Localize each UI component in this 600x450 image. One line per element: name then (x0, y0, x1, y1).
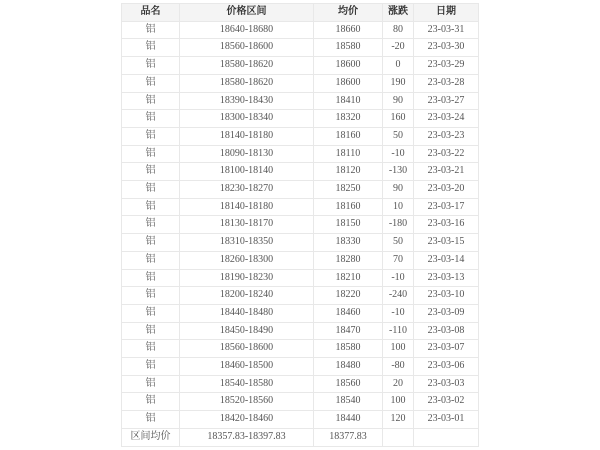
price-range-cell: 18580-18620 (180, 57, 314, 75)
date-cell: 23-03-27 (414, 92, 479, 110)
table-row (122, 251, 479, 269)
price-range-cell: 18140-18180 (180, 127, 314, 145)
price-range-cell: 18420-18460 (180, 411, 314, 429)
product-cell: 铝 (122, 39, 180, 57)
change-cell: 50 (383, 234, 414, 252)
table-row (122, 411, 479, 429)
avg-price-cell: 18600 (314, 57, 383, 75)
price-range-cell: 18560-18600 (180, 39, 314, 57)
product-cell: 铝 (122, 358, 180, 376)
table-row (122, 269, 479, 287)
date-cell: 23-03-06 (414, 358, 479, 376)
avg-price-cell: 18480 (314, 358, 383, 376)
product-cell: 铝 (122, 181, 180, 199)
price-range-cell: 18310-18350 (180, 234, 314, 252)
footer-label: 区间均价 (122, 428, 180, 446)
product-cell: 铝 (122, 287, 180, 305)
table-row (122, 74, 479, 92)
product-cell: 铝 (122, 251, 180, 269)
table-row (122, 163, 479, 181)
product-cell: 铝 (122, 21, 180, 39)
date-cell: 23-03-23 (414, 127, 479, 145)
avg-price-cell: 18580 (314, 340, 383, 358)
change-cell: 190 (383, 74, 414, 92)
product-cell: 铝 (122, 234, 180, 252)
date-cell: 23-03-30 (414, 39, 479, 57)
avg-price-cell: 18410 (314, 92, 383, 110)
avg-price-cell: 18580 (314, 39, 383, 57)
table-row (122, 127, 479, 145)
header-row (122, 4, 479, 22)
avg-price-cell: 18440 (314, 411, 383, 429)
price-range-cell: 18190-18230 (180, 269, 314, 287)
change-cell: -20 (383, 39, 414, 57)
change-cell: -80 (383, 358, 414, 376)
product-cell: 铝 (122, 57, 180, 75)
date-cell: 23-03-31 (414, 21, 479, 39)
product-cell: 铝 (122, 304, 180, 322)
avg-price-cell: 18110 (314, 145, 383, 163)
price-range-cell: 18560-18600 (180, 340, 314, 358)
change-cell: 90 (383, 92, 414, 110)
product-cell: 铝 (122, 127, 180, 145)
avg-price-cell: 18150 (314, 216, 383, 234)
change-cell: 20 (383, 375, 414, 393)
avg-price-cell: 18470 (314, 322, 383, 340)
date-cell: 23-03-21 (414, 163, 479, 181)
footer-range-avg: 18357.83-18397.83 (180, 428, 314, 446)
table-row (122, 57, 479, 75)
date-cell: 23-03-24 (414, 110, 479, 128)
table-row (122, 21, 479, 39)
price-range-cell: 18440-18480 (180, 304, 314, 322)
table-row (122, 375, 479, 393)
aluminum-price-table (121, 3, 478, 447)
date-cell: 23-03-03 (414, 375, 479, 393)
price-range-cell: 18230-18270 (180, 181, 314, 199)
change-cell: -180 (383, 216, 414, 234)
price-range-cell: 18580-18620 (180, 74, 314, 92)
date-cell: 23-03-01 (414, 411, 479, 429)
avg-price-cell: 18280 (314, 251, 383, 269)
avg-price-cell: 18160 (314, 198, 383, 216)
col-header-change: 涨跌 (383, 4, 414, 22)
avg-price-cell: 18660 (314, 21, 383, 39)
price-range-cell: 18260-18300 (180, 251, 314, 269)
product-cell: 铝 (122, 110, 180, 128)
product-cell: 铝 (122, 145, 180, 163)
change-cell: 70 (383, 251, 414, 269)
change-cell: 80 (383, 21, 414, 39)
avg-price-cell: 18540 (314, 393, 383, 411)
table-footer (122, 428, 479, 446)
product-cell: 铝 (122, 269, 180, 287)
date-cell: 23-03-14 (414, 251, 479, 269)
price-table (121, 3, 479, 447)
date-cell: 23-03-10 (414, 287, 479, 305)
product-cell: 铝 (122, 322, 180, 340)
price-range-cell: 18130-18170 (180, 216, 314, 234)
avg-price-cell: 18160 (314, 127, 383, 145)
change-cell: 160 (383, 110, 414, 128)
product-cell: 铝 (122, 340, 180, 358)
change-cell: 10 (383, 198, 414, 216)
avg-price-cell: 18250 (314, 181, 383, 199)
col-header-product: 品名 (122, 4, 180, 22)
table-row (122, 110, 479, 128)
change-cell: -10 (383, 304, 414, 322)
avg-price-cell: 18460 (314, 304, 383, 322)
change-cell: 100 (383, 393, 414, 411)
footer-avg-price: 18377.83 (314, 428, 383, 446)
change-cell: 100 (383, 340, 414, 358)
table-row (122, 304, 479, 322)
table-row (122, 92, 479, 110)
date-cell: 23-03-22 (414, 145, 479, 163)
price-range-cell: 18090-18130 (180, 145, 314, 163)
table-row (122, 234, 479, 252)
date-cell: 23-03-20 (414, 181, 479, 199)
price-range-cell: 18450-18490 (180, 322, 314, 340)
table-row (122, 216, 479, 234)
table-row (122, 340, 479, 358)
footer-empty-date (414, 428, 479, 446)
change-cell: 0 (383, 57, 414, 75)
table-header (122, 4, 479, 22)
date-cell: 23-03-29 (414, 57, 479, 75)
date-cell: 23-03-17 (414, 198, 479, 216)
date-cell: 23-03-07 (414, 340, 479, 358)
product-cell: 铝 (122, 411, 180, 429)
price-range-cell: 18200-18240 (180, 287, 314, 305)
date-cell: 23-03-08 (414, 322, 479, 340)
price-range-cell: 18140-18180 (180, 198, 314, 216)
product-cell: 铝 (122, 163, 180, 181)
table-row (122, 358, 479, 376)
product-cell: 铝 (122, 393, 180, 411)
avg-price-cell: 18560 (314, 375, 383, 393)
avg-price-cell: 18330 (314, 234, 383, 252)
price-range-cell: 18540-18580 (180, 375, 314, 393)
product-cell: 铝 (122, 198, 180, 216)
price-range-cell: 18300-18340 (180, 110, 314, 128)
col-header-avg-price: 均价 (314, 4, 383, 22)
change-cell: 90 (383, 181, 414, 199)
price-range-cell: 18460-18500 (180, 358, 314, 376)
date-cell: 23-03-02 (414, 393, 479, 411)
table-row (122, 393, 479, 411)
date-cell: 23-03-15 (414, 234, 479, 252)
product-cell: 铝 (122, 74, 180, 92)
change-cell: -130 (383, 163, 414, 181)
change-cell: 50 (383, 127, 414, 145)
product-cell: 铝 (122, 216, 180, 234)
table-row (122, 198, 479, 216)
price-range-cell: 18640-18680 (180, 21, 314, 39)
avg-price-cell: 18220 (314, 287, 383, 305)
price-range-cell: 18100-18140 (180, 163, 314, 181)
footer-empty-change (383, 428, 414, 446)
price-range-cell: 18520-18560 (180, 393, 314, 411)
table-row (122, 287, 479, 305)
date-cell: 23-03-13 (414, 269, 479, 287)
product-cell: 铝 (122, 375, 180, 393)
date-cell: 23-03-28 (414, 74, 479, 92)
change-cell: -110 (383, 322, 414, 340)
date-cell: 23-03-09 (414, 304, 479, 322)
change-cell: -10 (383, 145, 414, 163)
table-row (122, 181, 479, 199)
footer-row (122, 428, 479, 446)
col-header-price-range: 价格区间 (180, 4, 314, 22)
change-cell: -240 (383, 287, 414, 305)
change-cell: 120 (383, 411, 414, 429)
date-cell: 23-03-16 (414, 216, 479, 234)
table-row (122, 145, 479, 163)
avg-price-cell: 18120 (314, 163, 383, 181)
table-row (122, 39, 479, 57)
col-header-date: 日期 (414, 4, 479, 22)
product-cell: 铝 (122, 92, 180, 110)
table-row (122, 322, 479, 340)
avg-price-cell: 18600 (314, 74, 383, 92)
avg-price-cell: 18320 (314, 110, 383, 128)
avg-price-cell: 18210 (314, 269, 383, 287)
price-range-cell: 18390-18430 (180, 92, 314, 110)
table-body (122, 21, 479, 428)
change-cell: -10 (383, 269, 414, 287)
